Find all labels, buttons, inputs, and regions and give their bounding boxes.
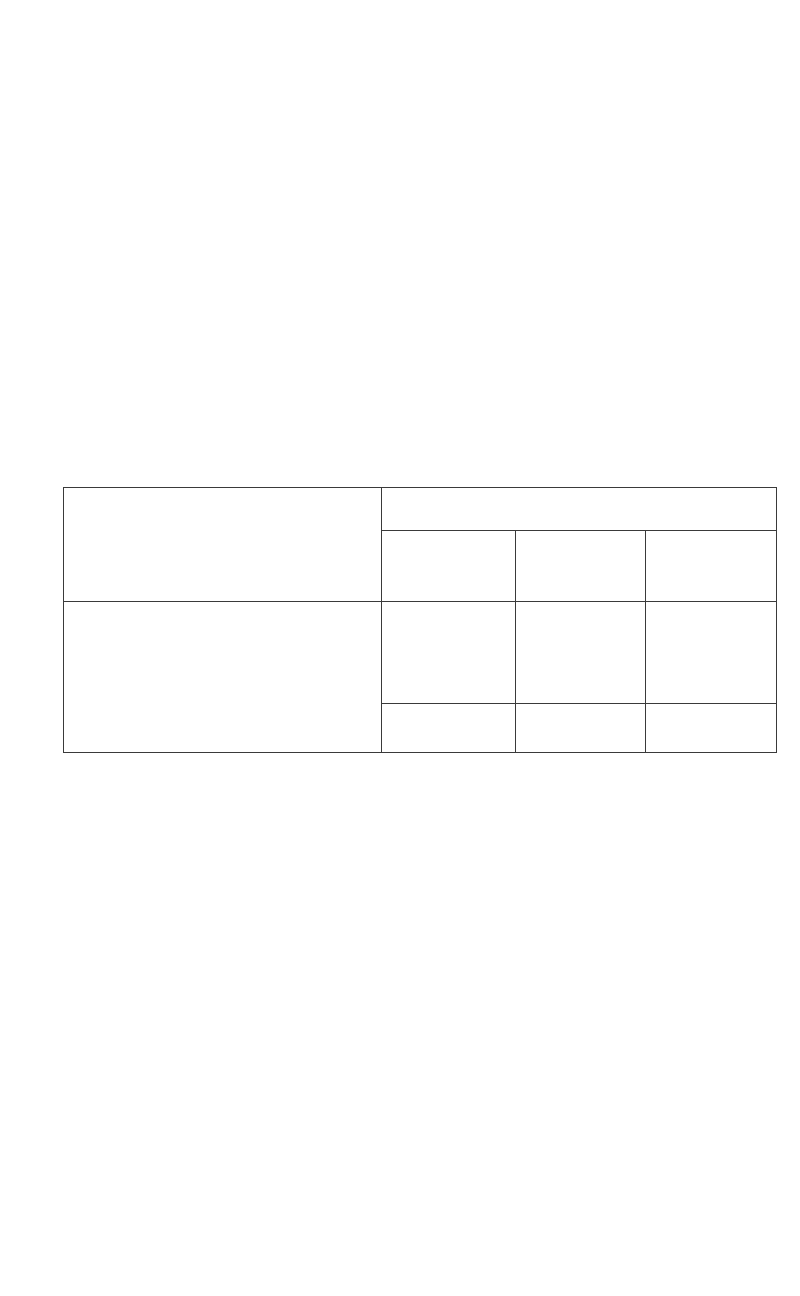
total-top-rule <box>381 703 777 704</box>
inspections-table <box>33 487 777 754</box>
table-right-rule <box>776 487 777 752</box>
table-divider-col3 <box>515 530 516 752</box>
table-bottom-rule <box>63 752 777 753</box>
table-divider-col2 <box>381 487 382 752</box>
table-top-rule <box>63 487 777 488</box>
group-header-rule <box>381 530 777 531</box>
header-bottom-rule <box>63 601 777 602</box>
table-left-rule <box>63 487 64 752</box>
table-divider-col4 <box>645 530 646 752</box>
